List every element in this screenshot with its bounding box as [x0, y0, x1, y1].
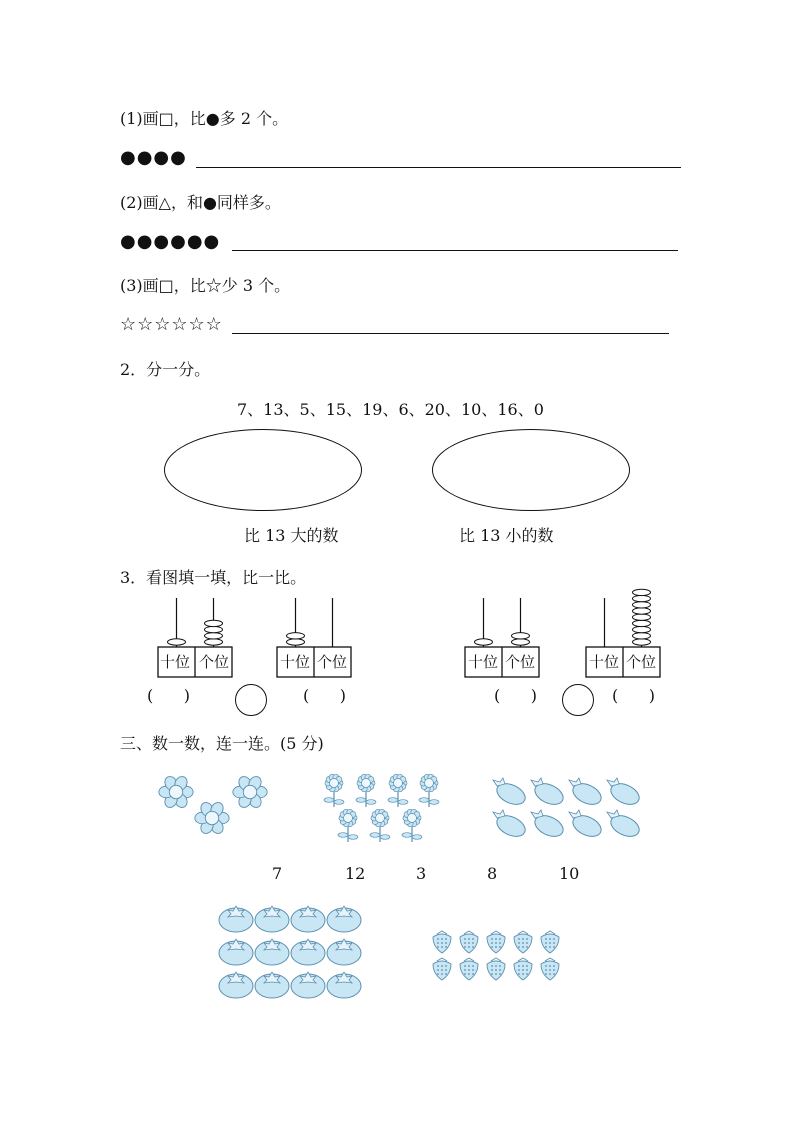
q2-number-list: 7、13、5、15、19、6、20、10、16、0 — [237, 400, 544, 419]
abacus3-ones-label: 个位 — [505, 653, 536, 671]
sunflower-icon — [324, 774, 344, 807]
flower-icon — [233, 774, 267, 809]
abacus1-tens-label: 十位 — [160, 653, 191, 671]
flower-icon — [195, 800, 229, 835]
tomato-icon — [219, 906, 253, 932]
count-option-4[interactable]: 8 — [487, 864, 498, 883]
tomato-icon — [219, 939, 253, 965]
abacus1-ones-label: 个位 — [199, 653, 230, 671]
strawberry-icon — [514, 931, 532, 953]
eggplant-icon — [569, 778, 604, 808]
sunflower-icon — [338, 809, 358, 842]
eggplant-icon — [607, 810, 642, 840]
eggplant-icon — [531, 810, 566, 840]
sunflower-icon — [356, 774, 376, 807]
sunflower-icon — [419, 774, 439, 807]
tomato-icon — [255, 939, 289, 965]
abacus2-tens-label: 十位 — [280, 653, 311, 671]
tomato-icon — [291, 939, 325, 965]
abacus3-tens-label: 十位 — [468, 653, 499, 671]
tomato-icon — [219, 972, 253, 998]
eggplant-icon — [493, 810, 528, 840]
count-option-5[interactable]: 10 — [559, 864, 580, 883]
tomato-icon — [255, 972, 289, 998]
strawberry-icon — [487, 931, 505, 953]
q1-item3-stars: ☆☆☆☆☆☆ — [120, 314, 223, 335]
left-ellipse-caption: 比 13 大的数 — [244, 526, 339, 545]
count-option-3[interactable]: 3 — [416, 864, 427, 883]
abacus4-tens-label: 十位 — [589, 653, 620, 671]
abacus1-answer-blank[interactable]: ( ) — [147, 686, 190, 705]
tomato-icon — [327, 939, 361, 965]
q1-item2-text: (2)画△，和●同样多。 — [120, 193, 281, 212]
q1-item3-text: (3)画□，比☆少 3 个。 — [120, 276, 291, 295]
strawberry-icon — [433, 958, 451, 980]
sunflower-icon — [388, 774, 408, 807]
eggplant-icon — [569, 810, 604, 840]
q2-heading: 2．分一分。 — [120, 360, 211, 379]
tomato-icon — [327, 906, 361, 932]
strawberry-icon — [433, 931, 451, 953]
abacus2-answer-blank[interactable]: ( ) — [303, 686, 346, 705]
section3-heading: 三、数一数，连一连。(5 分) — [120, 734, 324, 753]
count-option-2[interactable]: 12 — [345, 864, 366, 883]
tomato-icon — [327, 972, 361, 998]
q3-heading: 3．看图填一填，比一比。 — [120, 568, 307, 587]
eggplant-icon — [493, 778, 528, 808]
eggplant-icon — [531, 778, 566, 808]
abacus2-ones-label: 个位 — [317, 653, 348, 671]
right-ellipse-caption: 比 13 小的数 — [459, 526, 554, 545]
strawberry-icon — [541, 958, 559, 980]
flower-icon — [159, 774, 193, 809]
sunflower-icon — [370, 809, 390, 842]
tomato-icon — [291, 972, 325, 998]
strawberry-icon — [487, 958, 505, 980]
strawberry-icon — [541, 931, 559, 953]
strawberry-icon — [460, 958, 478, 980]
sunflower-icon — [402, 809, 422, 842]
eggplant-icon — [607, 778, 642, 808]
strawberry-icon — [514, 958, 532, 980]
q1-item2-dots: ●●●●●● — [120, 231, 221, 252]
tomato-icon — [255, 906, 289, 932]
q1-item1-text: (1)画□，比●多 2 个。 — [120, 109, 289, 128]
strawberry-icon — [460, 931, 478, 953]
abacus4-answer-blank[interactable]: ( ) — [612, 686, 655, 705]
abacus4-ones-label: 个位 — [626, 653, 657, 671]
tomato-icon — [291, 906, 325, 932]
count-option-1[interactable]: 7 — [272, 864, 283, 883]
q1-item1-dots: ●●●● — [120, 147, 187, 168]
abacus3-answer-blank[interactable]: ( ) — [494, 686, 537, 705]
